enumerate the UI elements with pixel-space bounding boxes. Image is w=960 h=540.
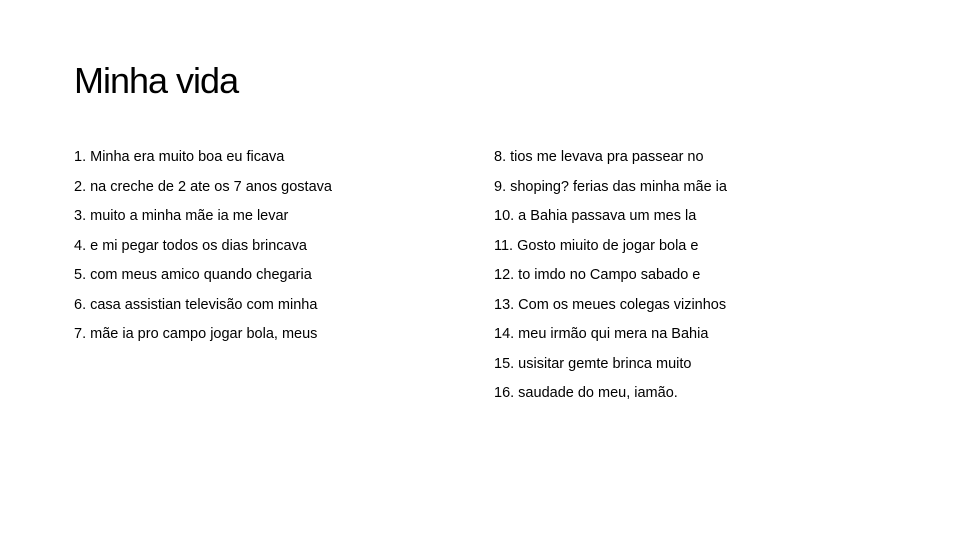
text-line: 2. na creche de 2 ate os 7 anos gostava (74, 178, 332, 195)
text-line: 13. Com os meues colegas vizinhos (494, 296, 727, 313)
text-line: 1. Minha era muito boa eu ficava (74, 149, 285, 165)
text-line: 6. casa assistian televisão com minha (74, 296, 318, 313)
text-line: 9. shoping? ferias das minha mãe ia (494, 178, 727, 195)
text-line: 16. saudade do meu, iamão. (494, 385, 678, 401)
right-text-column (494, 143, 914, 409)
text-line: 10. a Bahia passava um mes la (494, 208, 697, 224)
text-line: 12. to imdo no Campo sabado e (494, 267, 701, 283)
text-line: 3. muito a minha mãe ia me levar (74, 208, 289, 224)
text-line: 5. com meus amico quando chegaria (74, 267, 312, 283)
text-line: 8. tios me levava pra passear no (494, 149, 704, 165)
text-line: 11. Gosto miuito de jogar bola e (494, 237, 699, 254)
slide-title: Minha vida (74, 60, 239, 101)
text-line: 15. usisitar gemte brinca muito (494, 355, 692, 372)
text-line: 14. meu irmão qui mera na Bahia (494, 326, 709, 342)
text-line: 4. e mi pegar todos os dias brincava (74, 237, 307, 254)
text-line: 7. mãe ia pro campo jogar bola, meus (74, 326, 318, 342)
left-text-column (74, 143, 474, 350)
